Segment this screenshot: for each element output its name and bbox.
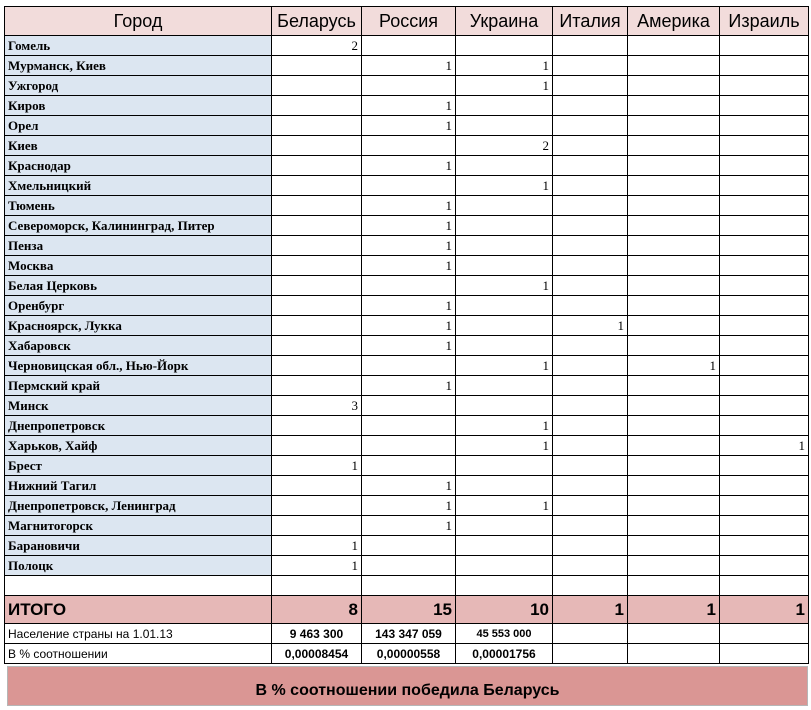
count-cell[interactable] [553, 156, 628, 176]
blank-cell[interactable] [456, 576, 553, 596]
count-cell[interactable] [720, 476, 809, 496]
count-cell[interactable] [720, 516, 809, 536]
count-cell[interactable]: 1 [456, 276, 553, 296]
count-cell[interactable] [628, 256, 720, 276]
count-cell[interactable] [720, 216, 809, 236]
count-cell[interactable] [720, 176, 809, 196]
total-value[interactable]: 1 [628, 596, 720, 624]
city-cell[interactable]: Киев [5, 136, 272, 156]
count-cell[interactable] [720, 36, 809, 56]
percent-value[interactable] [553, 644, 628, 664]
count-cell[interactable] [456, 456, 553, 476]
table-row [5, 356, 809, 376]
city-cell[interactable]: Минск [5, 396, 272, 416]
count-cell[interactable]: 1 [362, 476, 456, 496]
count-cell[interactable]: 1 [456, 496, 553, 516]
count-cell[interactable]: 1 [362, 296, 456, 316]
count-cell[interactable]: 1 [362, 336, 456, 356]
count-cell[interactable] [720, 256, 809, 276]
count-cell[interactable] [720, 56, 809, 76]
column-header-country[interactable]: Россия [362, 7, 456, 36]
blank-cell[interactable] [720, 576, 809, 596]
city-cell[interactable]: Пермский край [5, 376, 272, 396]
count-cell[interactable] [628, 196, 720, 216]
count-cell[interactable] [456, 536, 553, 556]
table-row [5, 456, 809, 476]
count-cell[interactable] [553, 416, 628, 436]
count-cell[interactable] [628, 56, 720, 76]
count-cell[interactable] [628, 496, 720, 516]
city-cell[interactable]: Ужгород [5, 76, 272, 96]
count-cell[interactable]: 3 [272, 396, 362, 416]
population-value[interactable] [553, 624, 628, 644]
table-row [5, 376, 809, 396]
total-value[interactable]: 10 [456, 596, 553, 624]
blank-cell[interactable] [628, 576, 720, 596]
count-cell[interactable] [628, 456, 720, 476]
count-cell[interactable] [720, 356, 809, 376]
count-cell[interactable] [272, 496, 362, 516]
count-cell[interactable] [553, 236, 628, 256]
count-cell[interactable]: 1 [362, 216, 456, 236]
percent-value[interactable]: 0,00001756 [456, 644, 553, 664]
count-cell[interactable] [553, 476, 628, 496]
count-cell[interactable] [720, 156, 809, 176]
city-cell[interactable]: Брест [5, 456, 272, 476]
percent-value[interactable] [720, 644, 809, 664]
percent-value[interactable]: 0,00000558 [362, 644, 456, 664]
column-header-country[interactable]: Беларусь [272, 7, 362, 36]
count-cell[interactable]: 1 [272, 456, 362, 476]
count-cell[interactable] [628, 276, 720, 296]
blank-cell[interactable] [5, 576, 272, 596]
count-cell[interactable] [628, 396, 720, 416]
count-cell[interactable]: 1 [362, 256, 456, 276]
count-cell[interactable] [553, 136, 628, 156]
count-cell[interactable] [553, 396, 628, 416]
count-cell[interactable] [720, 496, 809, 516]
table-row [5, 516, 809, 536]
table-row [5, 116, 809, 136]
count-cell[interactable] [272, 56, 362, 76]
count-cell[interactable] [362, 76, 456, 96]
count-cell[interactable] [628, 376, 720, 396]
count-cell[interactable]: 1 [456, 416, 553, 436]
total-row [5, 596, 809, 624]
count-cell[interactable] [720, 136, 809, 156]
count-cell[interactable] [456, 96, 553, 116]
count-cell[interactable] [553, 176, 628, 196]
count-cell[interactable] [628, 216, 720, 236]
column-header-city[interactable]: Город [5, 7, 272, 36]
count-cell[interactable]: 1 [456, 356, 553, 376]
table-row [5, 216, 809, 236]
count-cell[interactable] [720, 316, 809, 336]
count-cell[interactable] [456, 316, 553, 336]
population-value[interactable] [720, 624, 809, 644]
count-cell[interactable] [628, 136, 720, 156]
count-cell[interactable] [553, 96, 628, 116]
count-cell[interactable]: 1 [272, 536, 362, 556]
table-row [5, 36, 809, 56]
count-cell[interactable]: 1 [456, 436, 553, 456]
count-cell[interactable] [553, 536, 628, 556]
population-value[interactable]: 143 347 059 [362, 624, 456, 644]
city-cell[interactable]: Днепропетровск, Ленинград [5, 496, 272, 516]
total-value[interactable]: 8 [272, 596, 362, 624]
count-cell[interactable] [553, 456, 628, 476]
count-cell[interactable] [553, 496, 628, 516]
count-cell[interactable] [456, 516, 553, 536]
count-cell[interactable] [362, 416, 456, 436]
count-cell[interactable] [553, 276, 628, 296]
count-cell[interactable] [553, 196, 628, 216]
table-row [5, 196, 809, 216]
count-cell[interactable] [628, 536, 720, 556]
population-value[interactable] [628, 624, 720, 644]
city-cell[interactable]: Пенза [5, 236, 272, 256]
count-cell[interactable] [553, 296, 628, 316]
count-cell[interactable] [456, 196, 553, 216]
count-cell[interactable] [628, 296, 720, 316]
count-cell[interactable] [362, 456, 456, 476]
count-cell[interactable] [553, 76, 628, 96]
count-cell[interactable] [720, 116, 809, 136]
table-row [5, 256, 809, 276]
table-row [5, 96, 809, 116]
count-cell[interactable]: 1 [362, 236, 456, 256]
count-cell[interactable] [456, 156, 553, 176]
count-cell[interactable] [720, 416, 809, 436]
count-cell[interactable] [272, 376, 362, 396]
count-cell[interactable] [628, 316, 720, 336]
total-label[interactable]: ИТОГО [5, 596, 272, 624]
count-cell[interactable] [628, 36, 720, 56]
population-value[interactable]: 45 553 000 [456, 624, 553, 644]
city-cell[interactable]: Полоцк [5, 556, 272, 576]
count-cell[interactable]: 1 [362, 96, 456, 116]
count-cell[interactable] [720, 536, 809, 556]
count-cell[interactable] [628, 116, 720, 136]
city-cell[interactable]: Хабаровск [5, 336, 272, 356]
city-cell[interactable]: Оренбург [5, 296, 272, 316]
blank-cell[interactable] [362, 576, 456, 596]
count-cell[interactable]: 1 [456, 176, 553, 196]
city-cell[interactable]: Днепропетровск [5, 416, 272, 436]
count-cell[interactable] [553, 36, 628, 56]
count-cell[interactable] [720, 456, 809, 476]
count-cell[interactable] [628, 436, 720, 456]
conclusion-text: В % соотношении победила Беларусь [255, 682, 560, 699]
city-cell[interactable]: Красноярск, Лукка [5, 316, 272, 336]
count-cell[interactable]: 1 [362, 56, 456, 76]
count-cell[interactable] [272, 76, 362, 96]
count-cell[interactable]: 2 [272, 36, 362, 56]
count-cell[interactable]: 1 [362, 496, 456, 516]
population-label[interactable]: Население страны на 1.01.13 [5, 624, 272, 644]
city-cell[interactable]: Киров [5, 96, 272, 116]
count-cell[interactable]: 1 [628, 356, 720, 376]
column-header-country[interactable]: Италия [553, 7, 628, 36]
results-table [4, 6, 809, 664]
table-row [5, 396, 809, 416]
count-cell[interactable] [553, 216, 628, 236]
table-row [5, 176, 809, 196]
count-cell[interactable] [456, 216, 553, 236]
count-cell[interactable]: 1 [362, 376, 456, 396]
count-cell[interactable] [720, 396, 809, 416]
table-row [5, 496, 809, 516]
city-cell[interactable]: Москва [5, 256, 272, 276]
count-cell[interactable] [272, 416, 362, 436]
count-cell[interactable] [456, 376, 553, 396]
count-cell[interactable] [720, 236, 809, 256]
table-row [5, 536, 809, 556]
count-cell[interactable]: 1 [456, 76, 553, 96]
count-cell[interactable] [272, 136, 362, 156]
count-cell[interactable] [362, 436, 456, 456]
column-header-country[interactable]: Израиль [720, 7, 809, 36]
count-cell[interactable] [362, 36, 456, 56]
column-header-country[interactable]: Украина [456, 7, 553, 36]
column-header-country[interactable]: Америка [628, 7, 720, 36]
count-cell[interactable] [720, 336, 809, 356]
city-cell[interactable]: Североморск, Калининград, Питер [5, 216, 272, 236]
count-cell[interactable] [456, 36, 553, 56]
table-row [5, 336, 809, 356]
count-cell[interactable] [272, 196, 362, 216]
blank-cell[interactable] [272, 576, 362, 596]
count-cell[interactable] [456, 476, 553, 496]
count-cell[interactable]: 1 [553, 316, 628, 336]
count-cell[interactable] [553, 256, 628, 276]
city-cell[interactable]: Орел [5, 116, 272, 136]
count-cell[interactable] [362, 176, 456, 196]
table-row [5, 276, 809, 296]
count-cell[interactable] [362, 396, 456, 416]
count-cell[interactable] [272, 476, 362, 496]
city-cell[interactable]: Магнитогорск [5, 516, 272, 536]
percent-label[interactable]: В % соотношении [5, 644, 272, 664]
count-cell[interactable] [720, 556, 809, 576]
population-row [5, 624, 809, 644]
city-cell[interactable]: Барановичи [5, 536, 272, 556]
count-cell[interactable] [272, 256, 362, 276]
count-cell[interactable] [272, 96, 362, 116]
count-cell[interactable] [628, 476, 720, 496]
count-cell[interactable] [362, 356, 456, 376]
city-cell[interactable]: Гомель [5, 36, 272, 56]
count-cell[interactable]: 1 [272, 556, 362, 576]
count-cell[interactable] [272, 236, 362, 256]
count-cell[interactable] [553, 516, 628, 536]
total-value[interactable]: 15 [362, 596, 456, 624]
count-cell[interactable] [456, 236, 553, 256]
table-row [5, 56, 809, 76]
count-cell[interactable] [553, 336, 628, 356]
count-cell[interactable]: 1 [720, 436, 809, 456]
count-cell[interactable]: 1 [362, 316, 456, 336]
table-row [5, 416, 809, 436]
count-cell[interactable] [362, 556, 456, 576]
count-cell[interactable]: 1 [362, 116, 456, 136]
percent-value[interactable] [628, 644, 720, 664]
table-row [5, 236, 809, 256]
count-cell[interactable] [628, 556, 720, 576]
count-cell[interactable] [456, 556, 553, 576]
count-cell[interactable]: 1 [362, 196, 456, 216]
count-cell[interactable] [553, 356, 628, 376]
count-cell[interactable] [362, 276, 456, 296]
count-cell[interactable] [272, 356, 362, 376]
table-row [5, 156, 809, 176]
table-row [5, 296, 809, 316]
city-cell[interactable]: Харьков, Хайф [5, 436, 272, 456]
total-value[interactable]: 1 [553, 596, 628, 624]
count-cell[interactable]: 1 [456, 56, 553, 76]
count-cell[interactable] [456, 256, 553, 276]
table-row [5, 76, 809, 96]
count-cell[interactable] [272, 116, 362, 136]
city-cell[interactable]: Краснодар [5, 156, 272, 176]
count-cell[interactable] [720, 276, 809, 296]
city-cell[interactable]: Тюмень [5, 196, 272, 216]
total-value[interactable]: 1 [720, 596, 809, 624]
count-cell[interactable] [720, 96, 809, 116]
count-cell[interactable] [553, 376, 628, 396]
count-cell[interactable] [628, 76, 720, 96]
table-row [5, 316, 809, 336]
count-cell[interactable] [720, 76, 809, 96]
count-cell[interactable] [272, 296, 362, 316]
count-cell[interactable] [272, 216, 362, 236]
percent-value[interactable]: 0,00008454 [272, 644, 362, 664]
conclusion-banner [7, 666, 808, 706]
count-cell[interactable] [628, 96, 720, 116]
blank-row [5, 576, 809, 596]
count-cell[interactable] [272, 316, 362, 336]
city-cell[interactable]: Черновицская обл., Нью-Йорк [5, 356, 272, 376]
count-cell[interactable] [272, 336, 362, 356]
count-cell[interactable] [362, 136, 456, 156]
count-cell[interactable] [720, 196, 809, 216]
city-cell[interactable]: Мурманск, Киев [5, 56, 272, 76]
count-cell[interactable]: 1 [362, 156, 456, 176]
table-row [5, 436, 809, 456]
table-row [5, 556, 809, 576]
table-row [5, 136, 809, 156]
count-cell[interactable] [628, 236, 720, 256]
count-cell[interactable] [628, 516, 720, 536]
count-cell[interactable] [553, 56, 628, 76]
count-cell[interactable] [720, 376, 809, 396]
city-cell[interactable]: Нижний Тагил [5, 476, 272, 496]
percent-row [5, 644, 809, 664]
count-cell[interactable] [720, 296, 809, 316]
count-cell[interactable] [272, 156, 362, 176]
count-cell[interactable] [362, 536, 456, 556]
count-cell[interactable] [272, 516, 362, 536]
count-cell[interactable] [553, 436, 628, 456]
count-cell[interactable] [456, 336, 553, 356]
count-cell[interactable] [628, 156, 720, 176]
count-cell[interactable] [272, 176, 362, 196]
count-cell[interactable] [456, 396, 553, 416]
count-cell[interactable] [456, 116, 553, 136]
count-cell[interactable] [553, 556, 628, 576]
count-cell[interactable] [272, 436, 362, 456]
count-cell[interactable] [628, 336, 720, 356]
header-row [5, 7, 809, 36]
count-cell[interactable] [553, 116, 628, 136]
population-value[interactable]: 9 463 300 [272, 624, 362, 644]
count-cell[interactable]: 2 [456, 136, 553, 156]
blank-cell[interactable] [553, 576, 628, 596]
count-cell[interactable] [272, 276, 362, 296]
table-body [5, 36, 809, 664]
city-cell[interactable]: Белая Церковь [5, 276, 272, 296]
table-row [5, 476, 809, 496]
count-cell[interactable] [456, 296, 553, 316]
count-cell[interactable] [628, 176, 720, 196]
city-cell[interactable]: Хмельницкий [5, 176, 272, 196]
count-cell[interactable] [628, 416, 720, 436]
count-cell[interactable]: 1 [362, 516, 456, 536]
